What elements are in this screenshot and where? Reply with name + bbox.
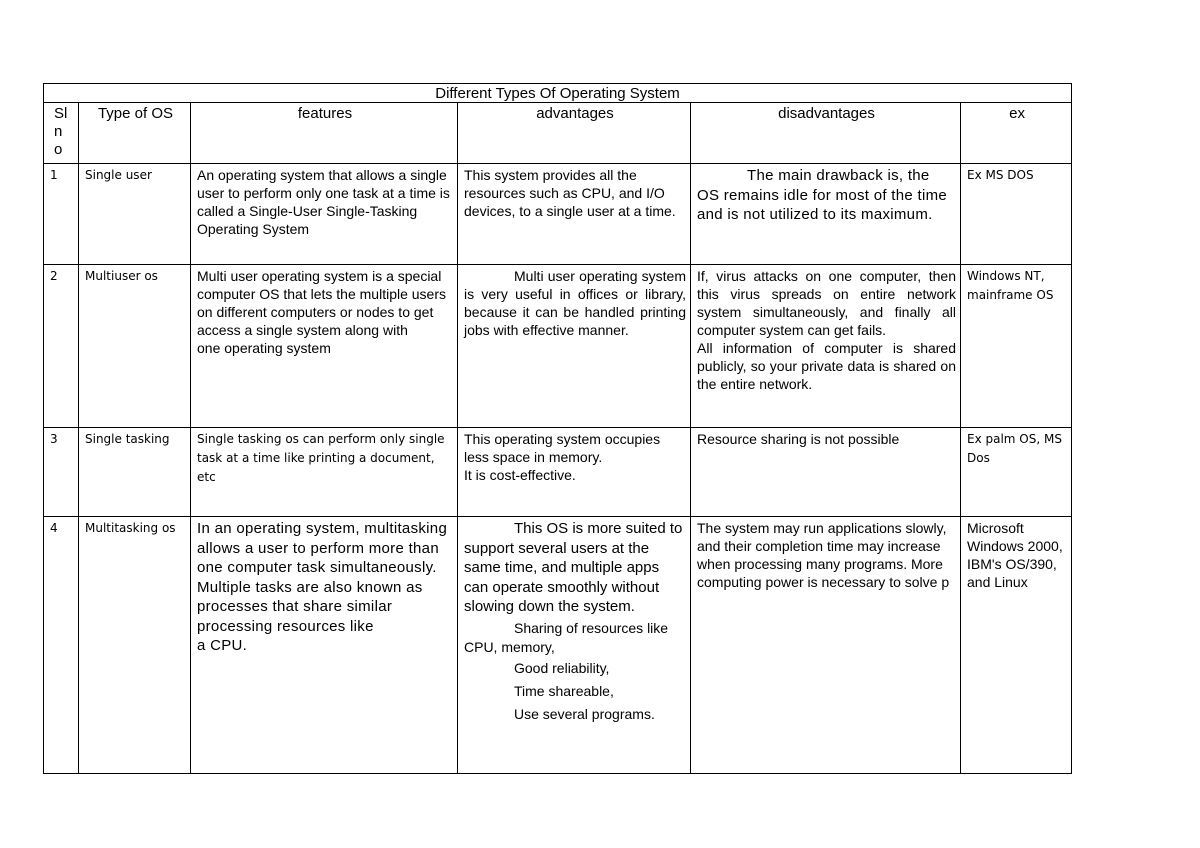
row-number: 4 [44,517,79,774]
row-features [191,265,458,428]
row-advantages-part: Use several programs. [514,705,655,722]
header-ex: ex [961,103,1072,164]
header-sl-no-part: Sl [54,105,68,122]
os-types-table [43,83,1072,774]
row-advantages [458,517,691,774]
header-sl-no-part: n [54,123,63,140]
row-features-part: one operating system [197,340,331,356]
row-features: Single tasking os can perform only single task at a time like printing a document, etc [191,428,458,517]
row-example: Ex palm OS, MS Dos [961,428,1072,517]
table-row [44,265,1072,428]
row-type: Multitasking os [79,517,191,774]
row-advantages: Multi user operating system is very useful in offices or library, because it can be handled printing jobs with effective manner. [458,265,691,428]
row-number: 3 [44,428,79,517]
row-advantages-part: This operating system occupies less space in memory. [464,431,661,465]
row-type: Single user [79,164,191,265]
row-number: 2 [44,265,79,428]
row-type: Multiuser os [79,265,191,428]
row-advantages: This system provides all the resources such as CPU, and I/O devices, to a single user at a time. [458,164,691,265]
row-features-part: a CPU. [197,637,248,654]
row-advantages-part: Sharing of resources like CPU, memory, [464,619,669,655]
header-row [44,103,1072,164]
row-features-part: Multi user operating system is a special computer OS that lets the multiple users on different computers or nodes to get access a single system along with [197,268,446,338]
table-row [44,517,1072,774]
row-disadvantages: Resource sharing is not possible [691,428,961,517]
row-features [191,517,458,774]
row-disadvantages-part: All information of computer is shared publicly, so your private data is shared on the entire network. [697,340,956,392]
title-row [44,84,1072,103]
row-advantages [458,428,691,517]
row-example: Ex MS DOS [961,164,1072,265]
row-features-part: In an operating system, multitasking allows a user to perform more than one computer task simultaneously. Multiple tasks are also known as processes that share similar processing resources like [197,520,448,635]
row-advantages-part: Time shareable, [514,682,614,699]
row-example: Windows NT, mainframe OS [961,265,1072,428]
header-sl-no [44,103,79,164]
header-sl-no-part: o [54,141,63,158]
table-row [44,164,1072,265]
row-type: Single tasking [79,428,191,517]
row-disadvantages [691,265,961,428]
row-advantages-part: Good reliability, [514,659,610,676]
header-type: Type of OS [79,103,191,164]
header-disadvantages: disadvantages [691,103,961,164]
table-title: Different Types Of Operating System [44,84,1072,103]
header-features: features [191,103,458,164]
table-row [44,428,1072,517]
row-advantages-part: It is cost-effective. [464,467,576,483]
row-features: An operating system that allows a single user to perform only one task at a time is called a Single-User Single-Tasking Operating System [191,164,458,265]
row-advantages-part: This OS is more suited to support several users at the same time, and multiple apps can operate smoothly without slowing down the system. [464,520,683,615]
row-example: Microsoft Windows 2000, IBM's OS/390, and Linux [961,517,1072,774]
row-disadvantages: The main drawback is, the OS remains idle for most of the time and is not utilized to its maximum. [691,164,961,265]
row-disadvantages: The system may run applications slowly, and their completion time may increase when processing many programs. More computing power is necessary to solve p [691,517,961,774]
row-number: 1 [44,164,79,265]
header-advantages: advantages [458,103,691,164]
row-disadvantages-part: If, virus attacks on one computer, then this virus spreads on entire network system simultaneously, and finally all computer system can get fails. [697,268,956,338]
